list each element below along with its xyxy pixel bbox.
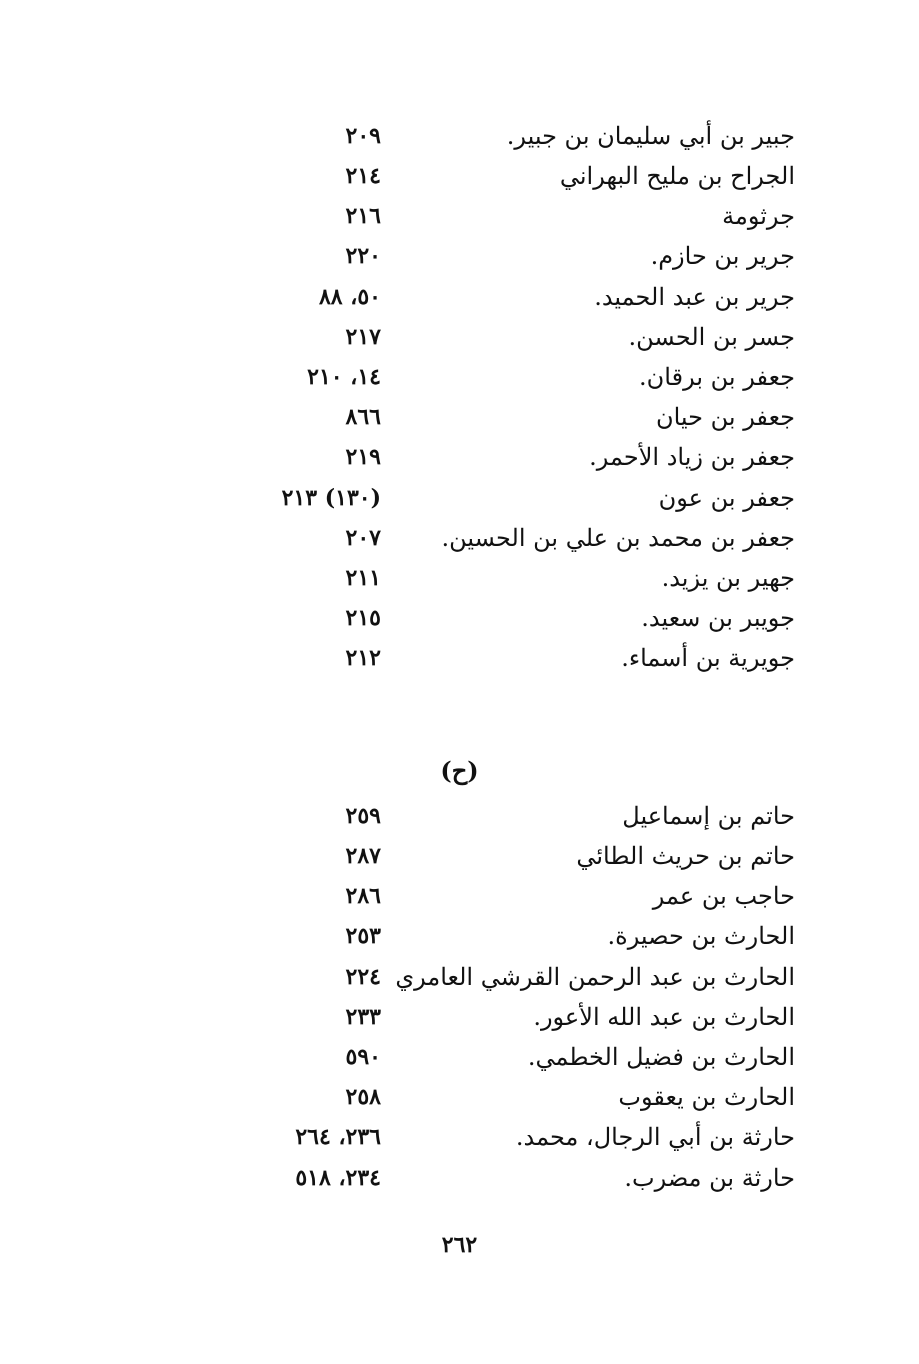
entry-pages: ٢١١ bbox=[345, 565, 381, 591]
index-entry bbox=[0, 558, 919, 598]
entry-name: جويرية بن أسماء. bbox=[621, 644, 795, 672]
index-entry bbox=[0, 317, 919, 357]
entry-name: جهير بن يزيد. bbox=[661, 564, 795, 592]
entry-pages: ٢٢٠ bbox=[345, 243, 381, 269]
entry-name: جويبر بن سعيد. bbox=[641, 604, 795, 632]
index-entry bbox=[0, 957, 919, 997]
index-entry bbox=[0, 836, 919, 876]
index-entry bbox=[0, 437, 919, 477]
section-heading: (ح) bbox=[440, 756, 479, 785]
index-entry bbox=[0, 598, 919, 638]
entry-pages: ٢٥٨ bbox=[345, 1084, 381, 1110]
entry-pages: ٢٣٣ bbox=[345, 1004, 381, 1030]
entry-name: جسر بن الحسن. bbox=[628, 323, 795, 351]
entry-pages: ٢١٦ bbox=[345, 203, 381, 229]
index-entry bbox=[0, 196, 919, 236]
index-entry bbox=[0, 1077, 919, 1117]
index-entry bbox=[0, 796, 919, 836]
entry-pages: ٢١٢ bbox=[345, 645, 381, 671]
entry-pages: (١٣٠) ٢١٣ bbox=[281, 485, 381, 511]
index-entry bbox=[0, 357, 919, 397]
entry-name: الجراح بن مليح البهراني bbox=[559, 162, 795, 190]
entry-pages: ٢٥٣ bbox=[345, 923, 381, 949]
entry-name: الحارث بن فضيل الخطمي. bbox=[527, 1043, 795, 1071]
entry-name: الحارث بن يعقوب bbox=[618, 1083, 795, 1111]
entry-pages: ٢٣٦، ٢٦٤ bbox=[295, 1124, 381, 1150]
entry-pages: ٢١٤ bbox=[345, 163, 381, 189]
index-entry bbox=[0, 277, 919, 317]
entry-pages: ٢٨٦ bbox=[345, 883, 381, 909]
entry-pages: ٢١٥ bbox=[345, 605, 381, 631]
index-entry bbox=[0, 1037, 919, 1077]
entry-pages: ٢٣٤، ٥١٨ bbox=[295, 1165, 381, 1191]
entry-pages: ٢٠٩ bbox=[345, 123, 381, 149]
entry-name: الحارث بن عبد الرحمن القرشي العامري bbox=[395, 963, 795, 991]
entry-name: حاجب بن عمر bbox=[652, 882, 795, 910]
entry-pages: ٢١٧ bbox=[345, 324, 381, 350]
entry-name: الحارث بن عبد الله الأعور. bbox=[533, 1003, 795, 1031]
entry-pages: ٨٦٦ bbox=[345, 404, 381, 430]
index-entry bbox=[0, 876, 919, 916]
index-entry bbox=[0, 997, 919, 1037]
entry-name: حارثة بن أبي الرجال، محمد. bbox=[515, 1123, 795, 1151]
entry-name: جرير بن عبد الحميد. bbox=[594, 283, 795, 311]
index-entry bbox=[0, 1158, 919, 1198]
entry-pages: ٥٠، ٨٨ bbox=[318, 284, 381, 310]
entry-name: حاتم بن إسماعيل bbox=[622, 802, 795, 830]
index-entry bbox=[0, 478, 919, 518]
index-entry bbox=[0, 638, 919, 678]
page-number: ٢٦٢ bbox=[441, 1232, 478, 1258]
entry-pages: ٢٨٧ bbox=[345, 843, 381, 869]
entry-name: جعفر بن حيان bbox=[655, 403, 795, 431]
index-entry bbox=[0, 116, 919, 156]
entry-pages: ١٤، ٢١٠ bbox=[307, 364, 381, 390]
entry-name: جرير بن حازم. bbox=[650, 242, 795, 270]
entry-pages: ٢٥٩ bbox=[345, 803, 381, 829]
entry-name: الحارث بن حصيرة. bbox=[607, 922, 795, 950]
index-entry bbox=[0, 518, 919, 558]
index-entry bbox=[0, 1117, 919, 1157]
entry-pages: ٥٩٠ bbox=[345, 1044, 381, 1070]
entry-name: جعفر بن عون bbox=[658, 484, 795, 512]
entry-name: حارثة بن مضرب. bbox=[624, 1164, 795, 1192]
entry-pages: ٢١٩ bbox=[345, 444, 381, 470]
entry-name: جعفر بن زياد الأحمر. bbox=[589, 443, 795, 471]
entry-name: حاتم بن حريث الطائي bbox=[576, 842, 795, 870]
index-entry bbox=[0, 156, 919, 196]
index-entry bbox=[0, 397, 919, 437]
entry-name: جرثومة bbox=[722, 202, 795, 230]
index-entry bbox=[0, 236, 919, 276]
entry-pages: ٢٢٤ bbox=[345, 964, 381, 990]
entry-pages: ٢٠٧ bbox=[345, 525, 381, 551]
entry-name: جبير بن أبي سليمان بن جبير. bbox=[506, 122, 795, 150]
entry-name: جعفر بن محمد بن علي بن الحسين. bbox=[441, 524, 795, 552]
entry-name: جعفر بن برقان. bbox=[639, 363, 795, 391]
index-entry bbox=[0, 916, 919, 956]
